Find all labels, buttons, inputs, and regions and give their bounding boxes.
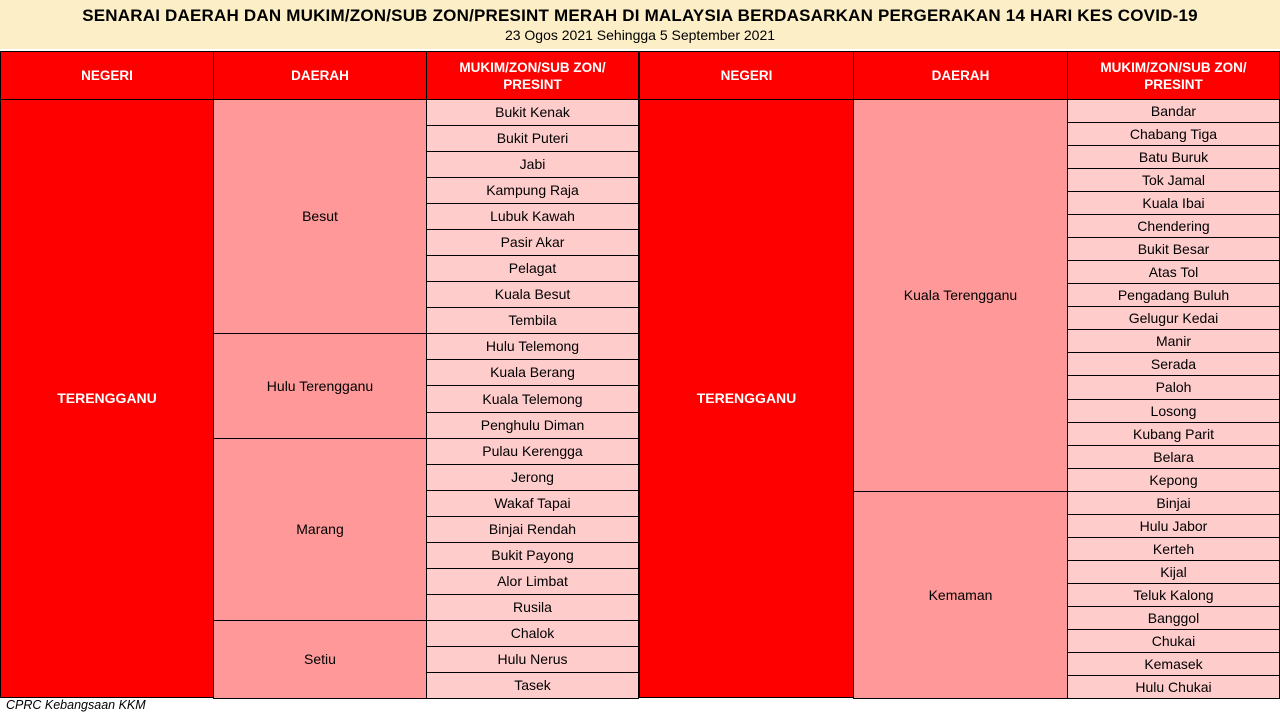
daerah-label: Hulu Terengganu: [266, 377, 374, 394]
mukim-cell: [1067, 283, 1280, 307]
mukim-cell: [426, 229, 639, 256]
mukim-label: Pulau Kerengga: [482, 443, 583, 459]
negeri-label: TERENGGANU: [57, 390, 157, 406]
mukim-cell: [426, 516, 639, 543]
column-header-label: NEGERI: [81, 68, 133, 83]
mukim-label: Losong: [1150, 402, 1197, 419]
mukim-cell: [1067, 214, 1280, 238]
mukim-label: Jerong: [511, 469, 554, 485]
mukim-label: Bukit Kenak: [495, 104, 570, 120]
daerah-cell: [213, 99, 427, 334]
mukim-cell: [426, 359, 639, 386]
mukim-label: Kubang Parit: [1133, 425, 1214, 442]
mukim-cell: [426, 203, 639, 230]
mukim-cell: [426, 125, 639, 152]
column-header-mukim: [1067, 51, 1280, 100]
mukim-cell: [1067, 122, 1280, 146]
mukim-label: Banggol: [1147, 609, 1200, 626]
footer-source: CPRC Kebangsaan KKM: [6, 698, 146, 712]
mukim-cell: [1067, 537, 1280, 561]
column-header-label: PRESINT: [503, 76, 562, 92]
mukim-label: Kuala Ibai: [1142, 194, 1205, 211]
mukim-label: Tembila: [508, 312, 557, 328]
mukim-label: Pelagat: [508, 260, 557, 276]
negeri-label: TERENGGANU: [696, 390, 797, 406]
daerah-label: Kuala Terengganu: [903, 287, 1018, 303]
column-header-label: DAERAH: [931, 68, 990, 83]
mukim-cell: [1067, 583, 1280, 607]
daerah-cell: [213, 333, 427, 439]
mukim-cell: [426, 177, 639, 204]
daerah-cell: [853, 491, 1068, 699]
mukim-label: Binjai: [1156, 494, 1191, 511]
mukim-cell: [1067, 675, 1280, 699]
mukim-label: Binjai Rendah: [488, 521, 577, 537]
mukim-label: Serada: [1150, 355, 1197, 372]
mukim-cell: [1067, 560, 1280, 584]
mukim-label: Bandar: [1150, 102, 1197, 119]
daerah-cell: [213, 438, 427, 621]
mukim-label: Rusila: [513, 599, 552, 615]
mukim-cell: [426, 412, 639, 439]
daerah-label: Besut: [302, 208, 338, 224]
mukim-cell: [426, 99, 639, 126]
column-header-label: DAERAH: [291, 68, 349, 83]
mukim-label: Kijal: [1160, 563, 1187, 580]
mukim-label: Lubuk Kawah: [490, 208, 575, 224]
mukim-label: Kampung Raja: [486, 182, 579, 198]
mukim-label: Jabi: [519, 156, 546, 172]
mukim-label: Belara: [1153, 448, 1194, 465]
mukim-cell: [1067, 375, 1280, 400]
negeri-cell: [639, 99, 854, 698]
mukim-label: Hulu Jabor: [1139, 517, 1208, 534]
mukim-label: Kuala Berang: [490, 364, 575, 380]
column-header-mukim: [426, 51, 639, 100]
mukim-cell: [426, 464, 639, 491]
mukim-label: Kerteh: [1152, 540, 1195, 557]
mukim-label: Chendering: [1137, 217, 1210, 234]
mukim-cell: [426, 281, 639, 308]
column-header-label: MUKIM/ZON/SUB ZON/: [459, 59, 606, 75]
mukim-cell: [426, 385, 639, 413]
mukim-cell: [426, 542, 639, 569]
mukim-label: Tok Jamal: [1141, 171, 1206, 188]
mukim-label: Penghulu Diman: [480, 417, 585, 433]
mukim-cell: [426, 646, 639, 673]
mukim-cell: [426, 307, 639, 334]
mukim-cell: [1067, 260, 1280, 284]
mukim-cell: [1067, 629, 1280, 653]
mukim-cell: [426, 438, 639, 465]
mukim-label: Chukai: [1151, 632, 1196, 649]
mukim-label: Teluk Kalong: [1133, 586, 1214, 603]
mukim-label: Manir: [1155, 332, 1191, 349]
mukim-label: Kuala Besut: [494, 286, 571, 302]
mukim-label: Wakaf Tapai: [494, 495, 571, 511]
mukim-label: Atas Tol: [1148, 263, 1199, 280]
mukim-label: Alor Limbat: [497, 573, 568, 589]
mukim-label: Tasek: [514, 677, 551, 693]
mukim-cell: [1067, 329, 1280, 353]
mukim-cell: [1067, 306, 1280, 330]
column-header-label: MUKIM/ZON/SUB ZON/: [1100, 59, 1247, 75]
negeri-cell: [0, 99, 214, 698]
page-title: SENARAI DAERAH DAN MUKIM/ZON/SUB ZON/PRESINT MERAH DI MALAYSIA BERDASARKAN PERGERAKAN 14 HARI KES COVID-19: [82, 6, 1198, 25]
daerah-label: Kemaman: [928, 586, 993, 603]
mukim-label: Kuala Telemong: [482, 390, 583, 407]
mukim-cell: [426, 333, 639, 360]
mukim-cell: [1067, 606, 1280, 630]
mukim-label: Hulu Telemong: [485, 338, 580, 354]
mukim-cell: [1067, 652, 1280, 676]
mukim-cell: [426, 151, 639, 178]
mukim-cell: [1067, 422, 1280, 446]
page-subtitle: 23 Ogos 2021 Sehingga 5 September 2021: [504, 27, 776, 43]
column-header-label: NEGERI: [720, 68, 773, 83]
mukim-label: Bukit Puteri: [496, 130, 569, 146]
mukim-cell: [426, 594, 639, 621]
mukim-label: Batu Buruk: [1138, 148, 1209, 165]
mukim-cell: [426, 620, 639, 647]
mukim-cell: [426, 672, 639, 699]
column-header-label: PRESINT: [1144, 76, 1203, 92]
daerah-label: Marang: [296, 521, 344, 537]
mukim-label: Pasir Akar: [500, 234, 565, 250]
mukim-label: Bukit Payong: [491, 547, 574, 563]
daerah-cell: [853, 99, 1068, 492]
column-header-daerah: [213, 51, 427, 100]
mukim-cell: [1067, 168, 1280, 192]
mukim-cell: [1067, 491, 1280, 515]
mukim-label: Bukit Besar: [1137, 240, 1210, 257]
mukim-label: Paloh: [1155, 379, 1192, 395]
right-table: [639, 51, 1280, 698]
daerah-label: Setiu: [304, 651, 336, 667]
mukim-label: Kepong: [1149, 471, 1198, 488]
left-table: [0, 51, 639, 698]
mukim-label: Hulu Chukai: [1135, 678, 1212, 695]
column-header-negeri: [0, 51, 214, 100]
mukim-cell: [1067, 145, 1280, 169]
mukim-label: Kemasek: [1144, 655, 1203, 672]
mukim-label: Chabang Tiga: [1129, 125, 1218, 142]
mukim-cell: [1067, 99, 1280, 123]
mukim-cell: [1067, 352, 1280, 376]
mukim-cell: [426, 568, 639, 595]
mukim-cell: [426, 255, 639, 282]
mukim-label: Pengadang Buluh: [1117, 286, 1230, 303]
mukim-label: Gelugur Kedai: [1128, 309, 1219, 326]
page-header: [0, 0, 1280, 49]
mukim-label: Chalok: [510, 625, 555, 641]
mukim-cell: [1067, 445, 1280, 469]
daerah-cell: [213, 620, 427, 699]
mukim-cell: [426, 490, 639, 517]
mukim-cell: [1067, 468, 1280, 492]
column-header-negeri: [639, 51, 854, 100]
mukim-label: Hulu Nerus: [497, 651, 568, 667]
mukim-cell: [1067, 514, 1280, 538]
column-header-daerah: [853, 51, 1068, 100]
mukim-cell: [1067, 237, 1280, 261]
mukim-cell: [1067, 191, 1280, 215]
mukim-cell: [1067, 399, 1280, 423]
